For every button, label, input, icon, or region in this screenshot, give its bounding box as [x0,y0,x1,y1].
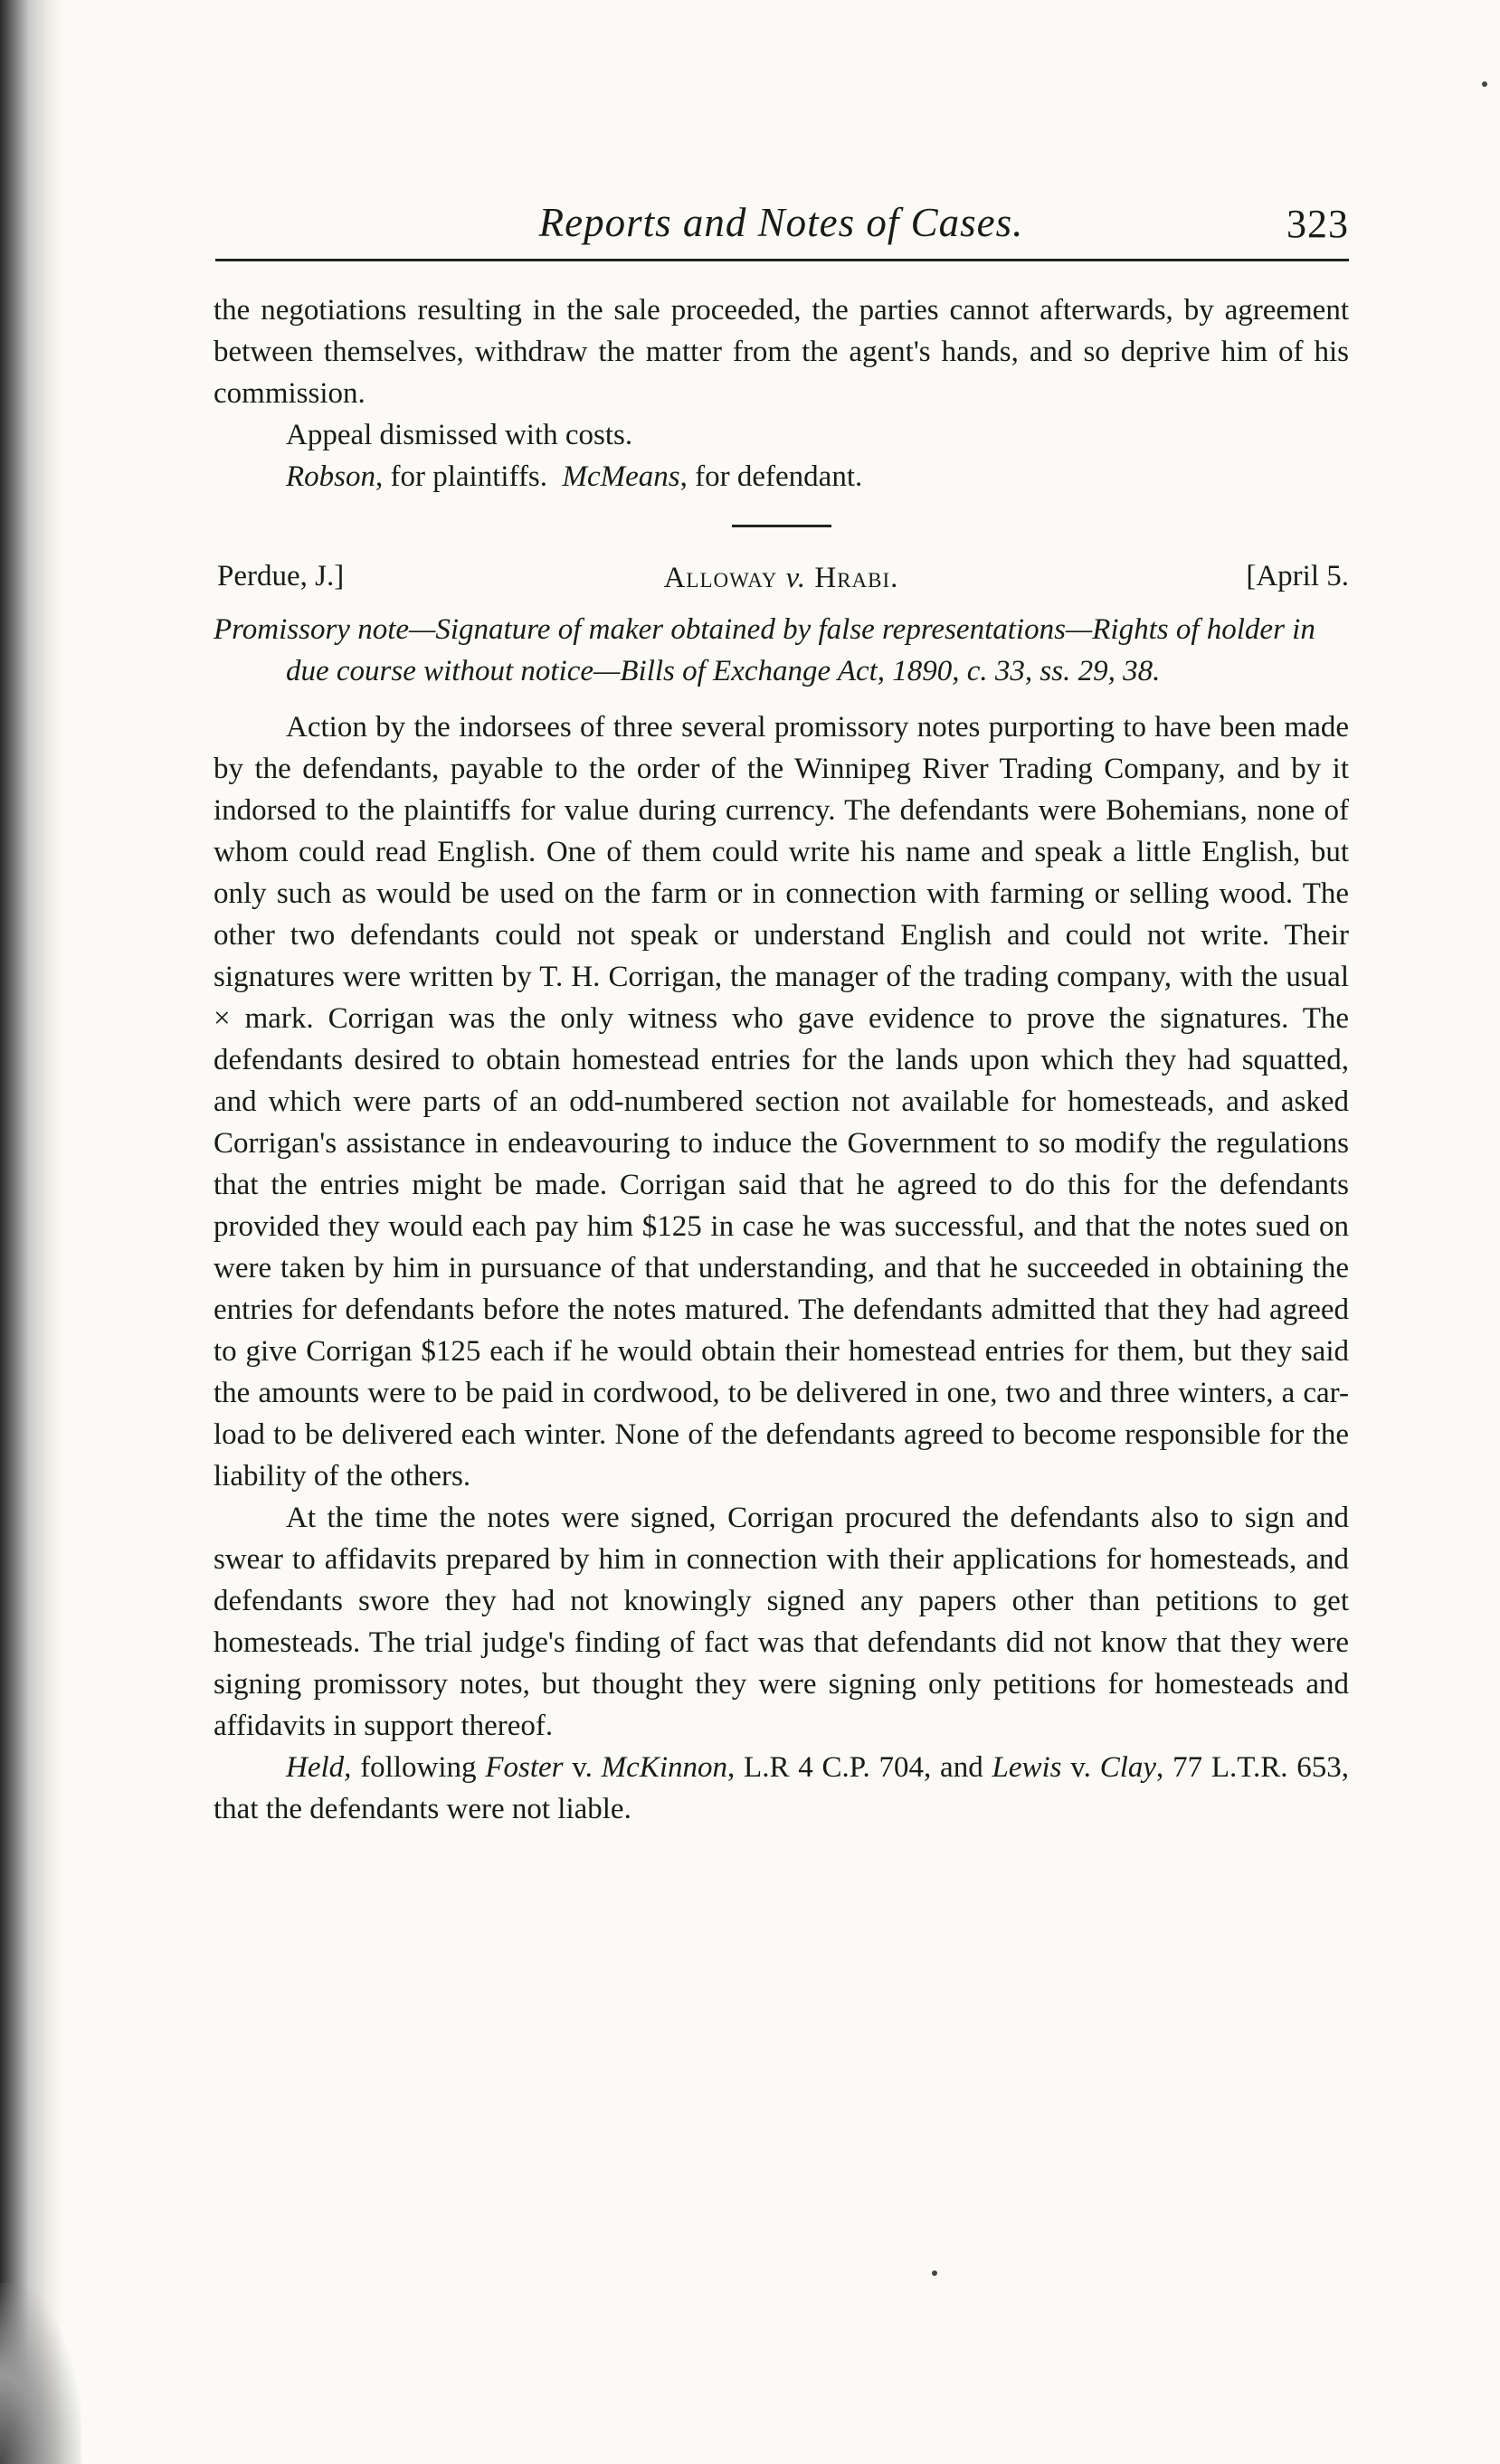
citation-2-versus: v. [1061,1751,1100,1784]
counsel-defendant-role: , for defendant. [679,460,863,493]
counsel-plaintiff-role: , for plaintiffs. [375,460,548,493]
ink-speck [1482,81,1487,87]
disposition: Appeal dismissed with costs. [286,419,633,451]
scan-corner-shadow [0,2283,81,2464]
facts-paragraph-1: Action by the indorsees of three several promissory notes purporting to have been made by the defendants, payable to the order of the Winnipeg River Trading Company, and by it indorsed to the plaintiffs for value during currency. The defendants were Bohemians, none of whom could read English. One of them could write his name and speak a little English, but only such as would be used on the farm or in connection with farming or selling wood. The other two defendants could not speak or understand English and could not write. Their signatures were written by T. H. Corrigan, the manager of the trading company, with the usual × mark. Corrigan was the only witness who gave evidence to prove the signatures. The defendants desired to obtain homestead entries for the lands upon which they had squatted, and which were parts of an odd-numbered section not available for homesteads, and asked Corrigan's assistance in endeavouring to induce the Government to so modify the regulations that the entries might be made. Corrigan said that he agreed to do this for the defendants provided they would each pay him $125 in case he was successful, and that the notes sued on were taken by him in pursuance of that understanding, and that he succeeded in obtaining the entries for defendants before the notes matured. The defendants admitted that they had agreed to give Corrigan $125 each if he would obtain their homestead entries for them, but they said the amounts were to be paid in cordwood, to be delivered in one, two and three winters, a car-load to be delivered each winter. None of the defendants agreed to become responsible for the liability of the others. [214,711,1349,1493]
page-number: 323 [1286,202,1349,246]
held-word: Held, [286,1751,352,1784]
defendant-name: Hrabi. [814,562,899,594]
carryover-paragraph: the negotiations resulting in the sale proceeded, the parties cannot afterwards, by agreement between themselves, withdraw the matter from the agent's hands, and so deprive him of his commission. [214,294,1349,410]
citation-1-reference: , L.R 4 C.P. 704, and [727,1751,992,1784]
citation-2-party-a: Lewis [992,1751,1062,1784]
citation-2-reference: , 77 L.T.R. 653, that the defendants were not liable. [214,1751,1350,1825]
judge: Perdue, J.] [217,560,345,592]
ink-speck [932,2270,937,2276]
holding-paragraph [214,1747,1349,1830]
citation-1-party-b: McKinnon [601,1751,727,1784]
page-content [214,199,1349,1830]
case-date: [April 5. [1246,560,1349,592]
citation-1-party-a: Foster [485,1751,564,1784]
case-name [214,562,1349,595]
book-gutter-shadow [0,0,63,2464]
case-heading [214,560,1349,609]
section-separator [732,525,831,527]
facts-paragraph-2: At the time the notes were signed, Corrigan procured the defendants also to sign and swear to affidavits prepared by him in connection with their applications for homesteads, and defendants swore they had not knowingly signed any papers other than petitions to get homesteads. The trial judge's finding of fact was that defendants did not know that they were signing promissory notes, but thought they were signing only petitions for homesteads and affidavits in support thereof. [214,1502,1349,1742]
page-header [214,199,1349,262]
counsel-line [214,456,1349,498]
headnote: Promissory note—Signature of maker obtained by false representations—Rights of holder in due course without notice—Bills of Exchange Act, 1890, c. 33, ss. 29, 38. [214,613,1315,687]
versus: v. [785,562,807,594]
citation-2-party-b: Clay [1099,1751,1157,1784]
counsel-defendant-name: McMeans [562,460,680,493]
counsel-plaintiff-name: Robson [286,460,375,493]
plaintiff-name: Alloway [663,562,778,594]
running-title: Reports and Notes of Cases. [538,200,1024,245]
header-rule [215,259,1349,261]
held-following: following [351,1751,486,1784]
citation-1-versus: v. [563,1751,602,1784]
